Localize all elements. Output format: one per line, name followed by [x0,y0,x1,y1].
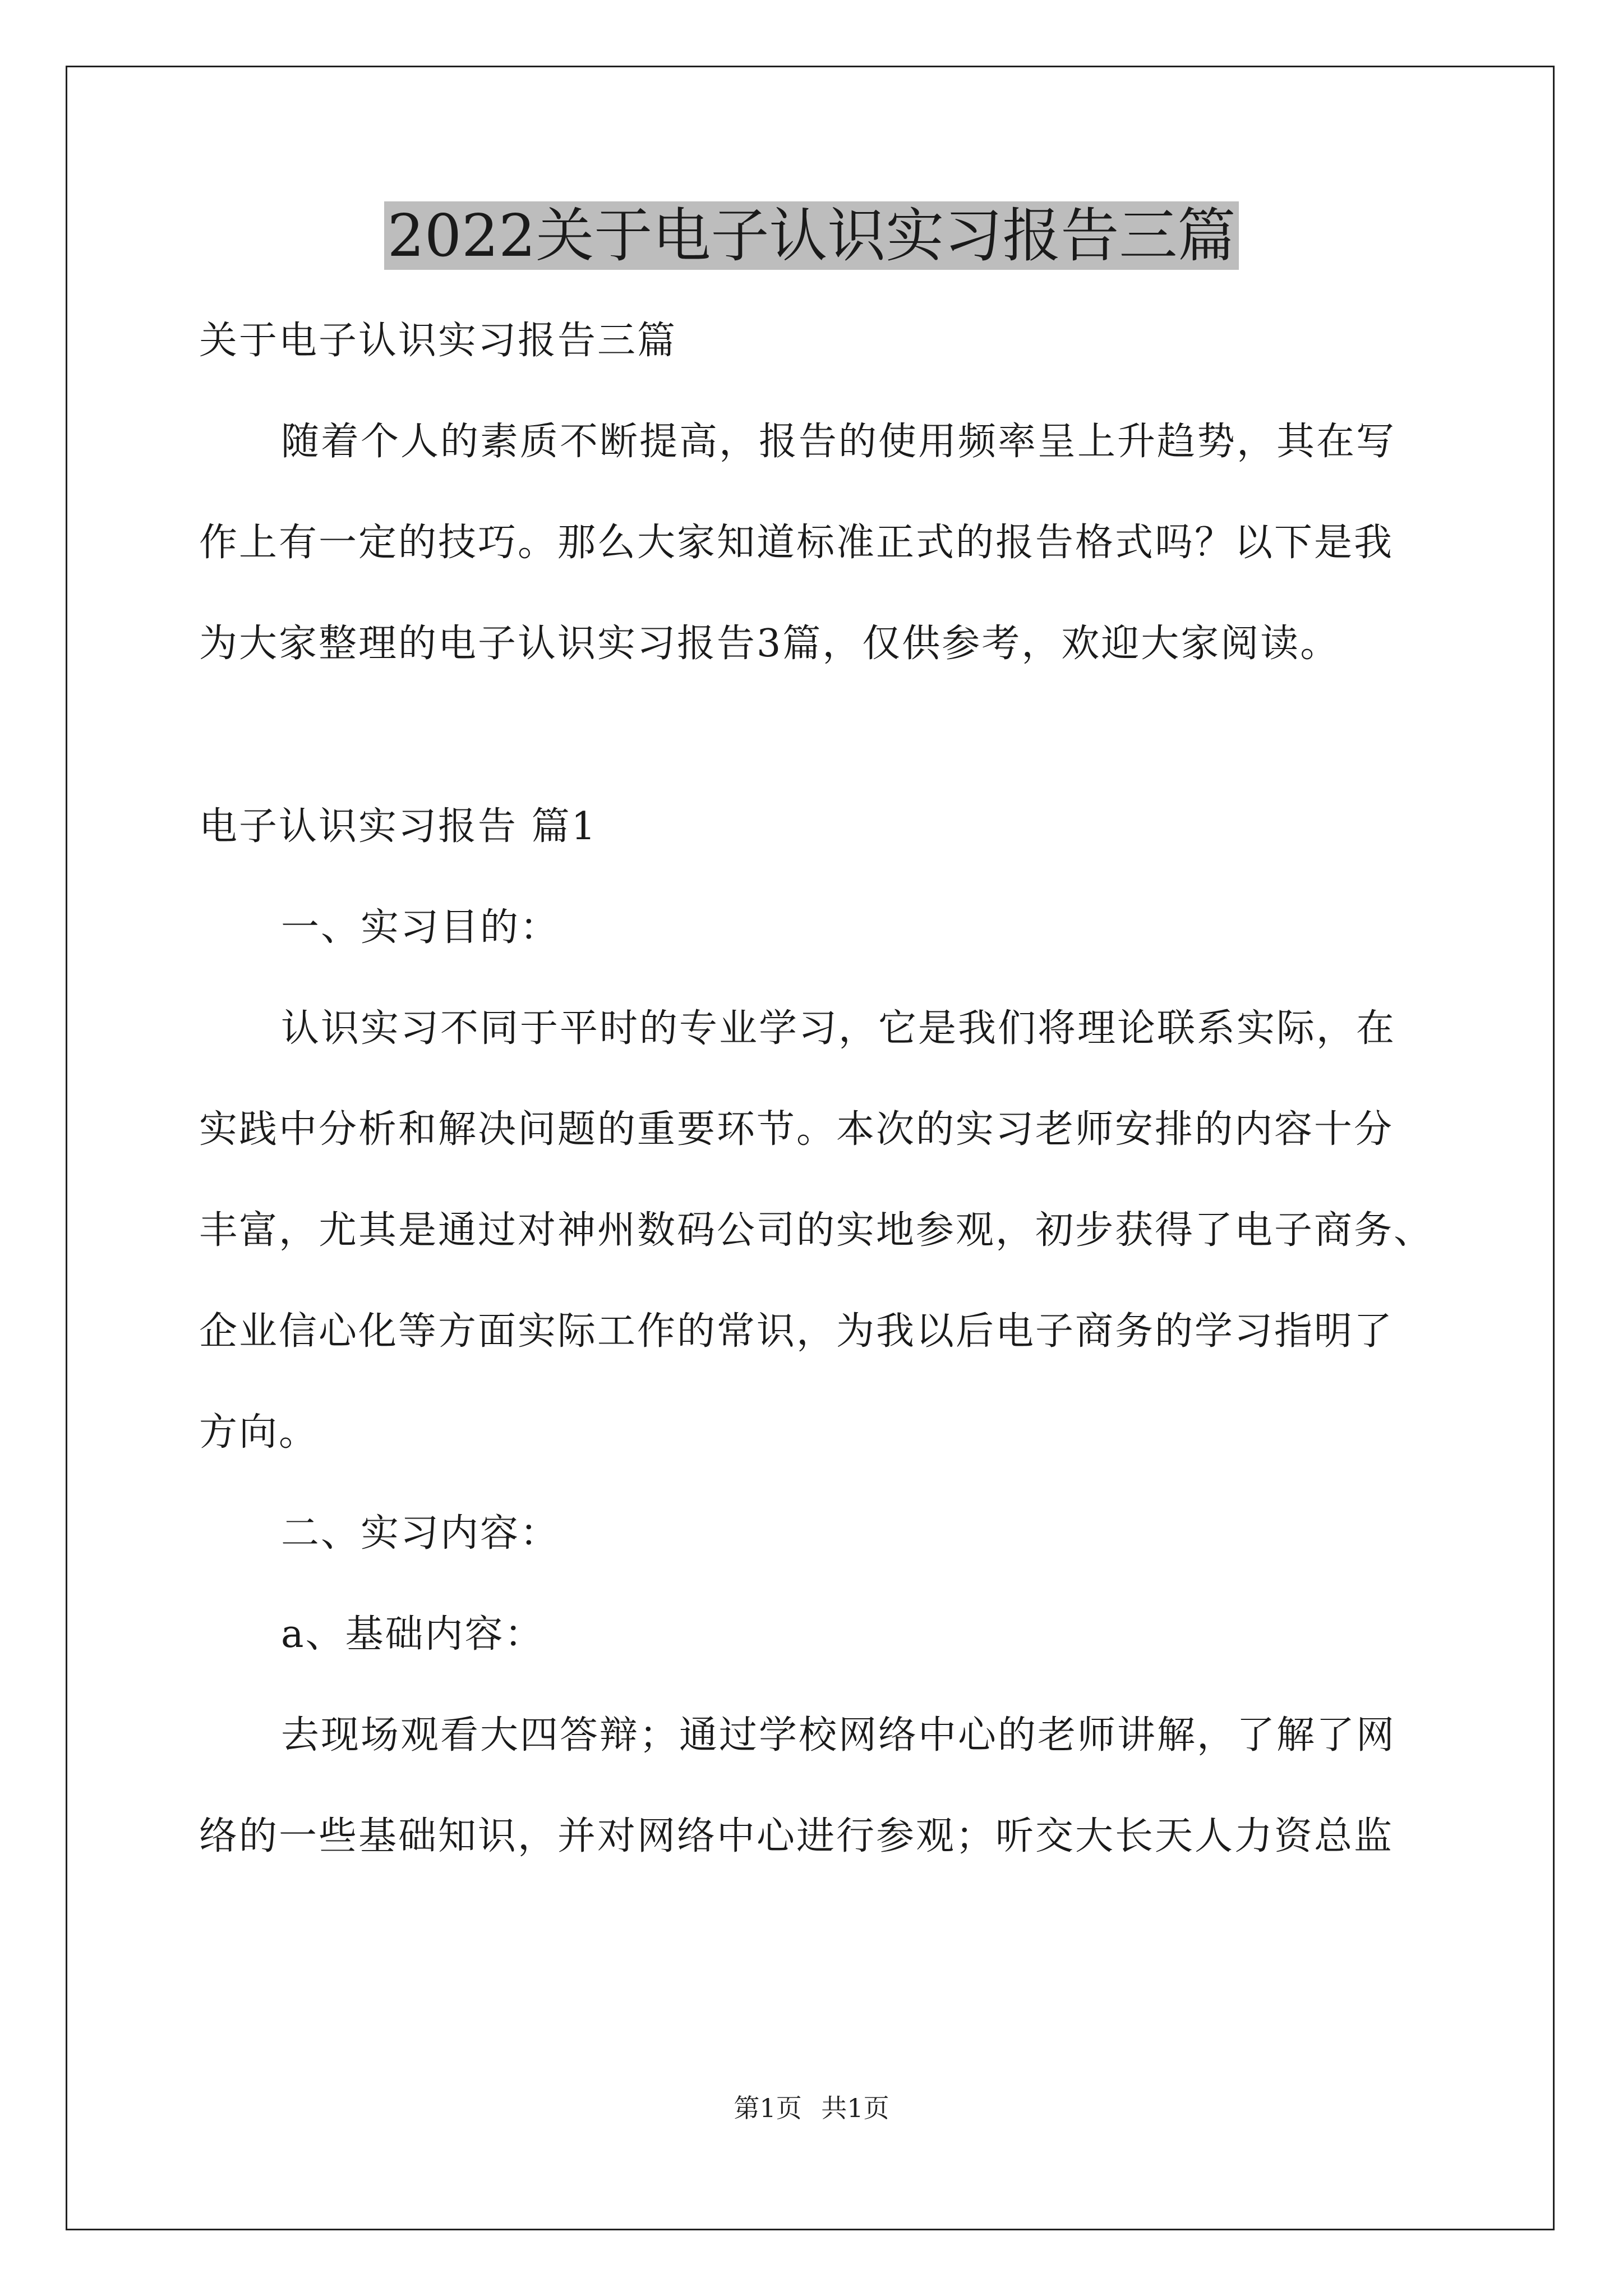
intro-line: 随着个人的素质不断提高，报告的使用频率呈上升趋势，其在写 [281,420,1396,464]
basic-line: 络的一些基础知识，并对网络中心进行参观；听交大长天人力资总监 [199,1814,1394,1858]
document-title-text: 2022关于电子认识实习报告三篇 [384,201,1239,270]
paragraph-gap [199,711,1433,793]
purpose-line: 企业信心化等方面实际工作的常识，为我以后电子商务的学习指明了 [199,1309,1394,1354]
basic-heading: a、基础内容： [281,1612,545,1657]
intro-line: 为大家整理的电子认识实习报告3篇，仅供参考，欢迎大家阅读。 [199,622,1340,666]
purpose-heading: 一、实习目的： [281,905,560,950]
document-title [0,196,1623,275]
subtitle: 关于电子认识实习报告三篇 [199,319,677,363]
purpose-line: 方向。 [199,1410,319,1455]
content-heading: 二、实习内容： [281,1511,560,1556]
document-body [199,307,1433,1904]
purpose-line: 丰富，尤其是通过对神州数码公司的实地参观，初步获得了电子商务、 [199,1208,1434,1253]
purpose-line: 实践中分析和解决问题的重要环节。本次的实习老师安排的内容十分 [199,1107,1394,1152]
purpose-line: 认识实习不同于平时的专业学习，它是我们将理论联系实际，在 [281,1006,1396,1051]
section-heading: 电子认识实习报告 篇1 [199,804,597,849]
page-footer [0,2091,1623,2125]
page-number: 第1页 共1页 [734,2093,889,2123]
basic-line: 去现场观看大四答辩；通过学校网络中心的老师讲解，了解了网 [281,1713,1396,1757]
intro-line: 作上有一定的技巧。那么大家知道标准正式的报告格式吗？以下是我 [199,521,1394,565]
